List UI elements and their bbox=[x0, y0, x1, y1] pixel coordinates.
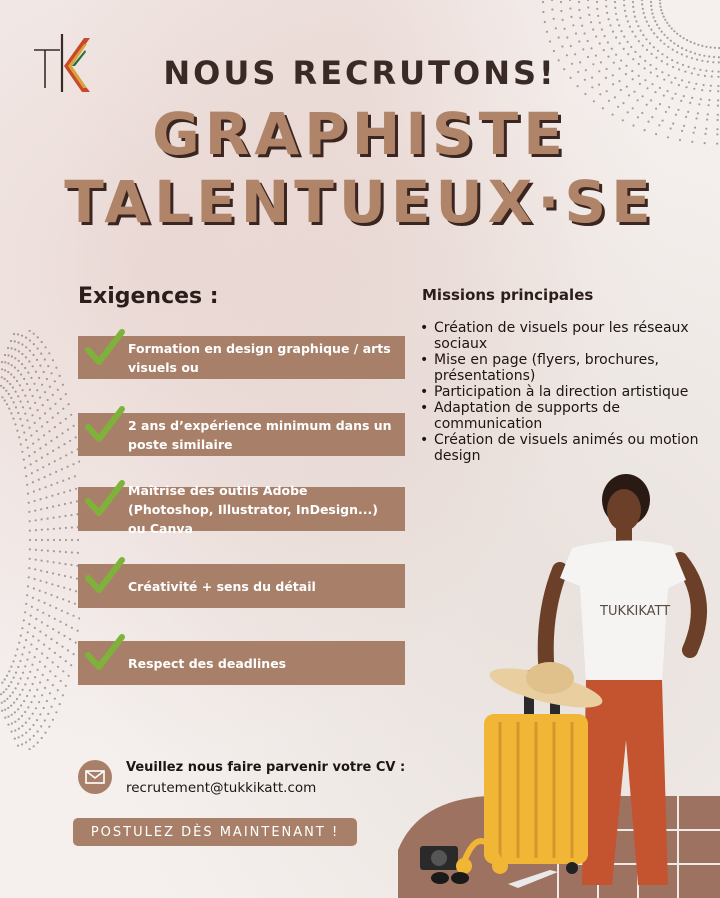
requirement-label: Maîtrise des outils Adobe (Photoshop, Illustrator, InDesign...) ou Canva bbox=[128, 482, 378, 536]
checkmark-icon bbox=[84, 479, 126, 521]
mission-item: • Création de visuels animés ou motion design bbox=[418, 432, 708, 464]
requirement-item bbox=[78, 564, 405, 608]
requirement-label: Respect des deadlines bbox=[128, 655, 287, 671]
requirement-item bbox=[78, 641, 405, 685]
contact-email-link[interactable]: recrutement@tukkikatt.com bbox=[126, 780, 317, 796]
checkmark-icon bbox=[84, 556, 126, 598]
missions-heading: Missions principales bbox=[422, 286, 594, 304]
envelope-icon bbox=[78, 760, 112, 794]
cv-instruction: Veuillez nous faire parvenir votre CV : bbox=[126, 760, 406, 775]
mission-item: • Création de visuels pour les réseaux sociaux bbox=[418, 320, 708, 352]
mission-item: • Mise en page (flyers, brochures, présentations) bbox=[418, 352, 708, 384]
job-title-line1: GRAPHISTE bbox=[152, 100, 568, 168]
apply-now-button[interactable]: POSTULEZ DÈS MAINTENANT ! bbox=[73, 818, 357, 846]
requirement-label: Créativité + sens du détail bbox=[128, 578, 316, 594]
headline: NOUS RECRUTONS! bbox=[163, 54, 557, 92]
missions-list bbox=[418, 320, 708, 464]
tshirt-logo: TUKKIKATT bbox=[600, 604, 671, 619]
woman-with-suitcase-illustration bbox=[400, 470, 720, 890]
checkmark-icon bbox=[84, 328, 126, 370]
job-title-line2: TALENTUEUX·SE bbox=[64, 168, 656, 236]
checkmark-icon bbox=[84, 405, 126, 447]
requirement-item bbox=[78, 482, 405, 536]
requirement-item bbox=[78, 413, 405, 456]
mission-item: • Adaptation de supports de communication bbox=[418, 400, 708, 432]
checkmark-icon bbox=[84, 633, 126, 675]
dot-pattern-left bbox=[0, 330, 80, 750]
requirements-heading: Exigences : bbox=[78, 284, 219, 309]
requirement-label: Formation en design graphique / arts visuels ou bbox=[128, 340, 391, 375]
requirement-item bbox=[78, 336, 405, 379]
mission-item: • Participation à la direction artistique bbox=[418, 384, 708, 400]
requirement-label: 2 ans d’expérience minimum dans un poste similaire bbox=[128, 417, 392, 452]
